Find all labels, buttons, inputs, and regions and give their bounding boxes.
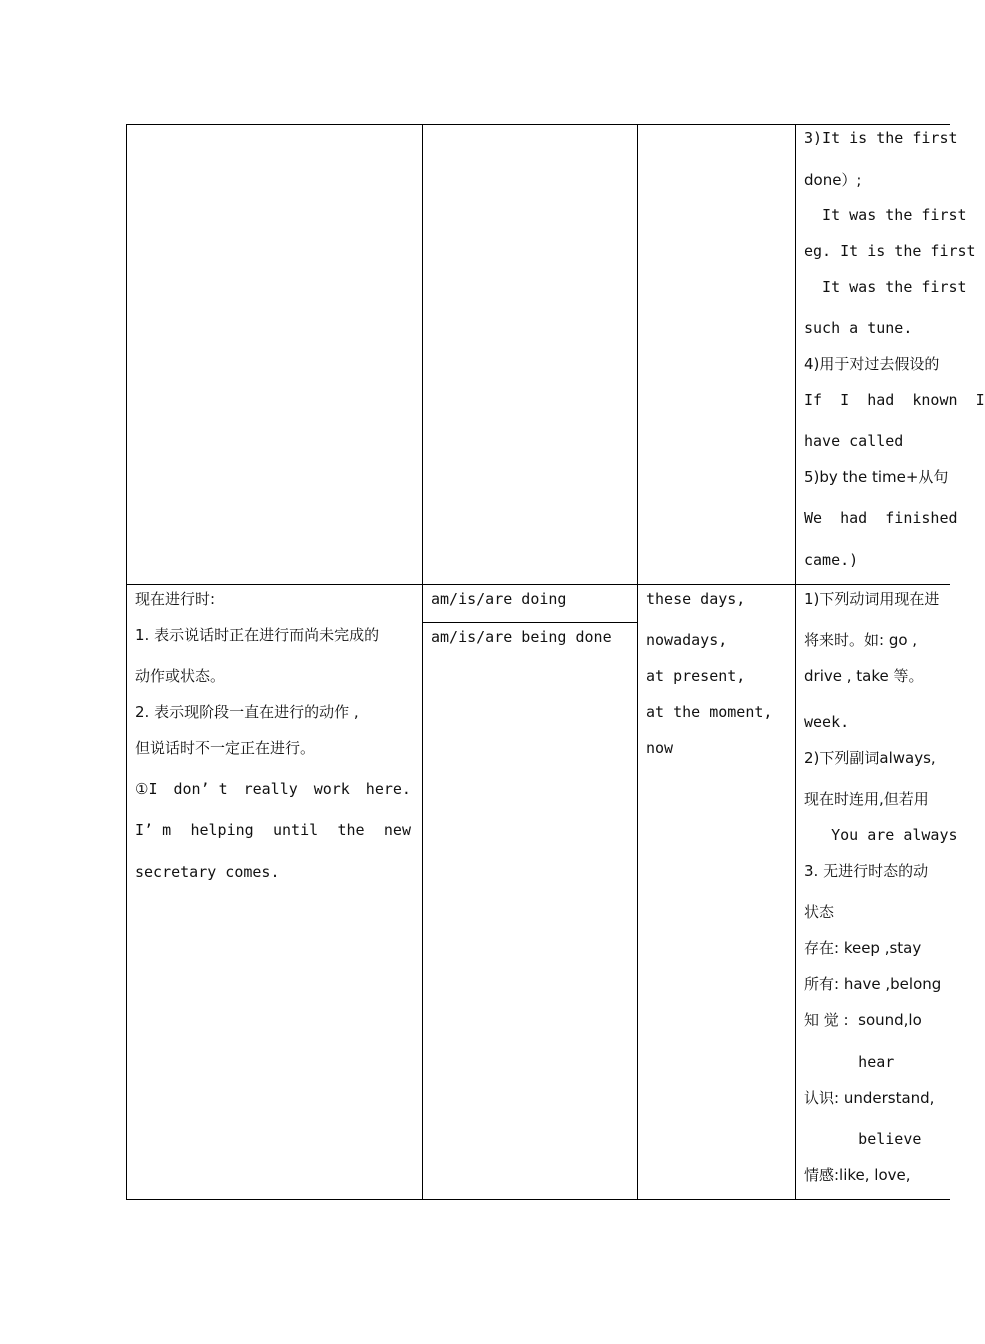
example-word: ①I <box>135 780 158 798</box>
row1-col4-line: came.) <box>804 551 859 569</box>
usage-line: 动作或状态。 <box>135 667 226 685</box>
time-marker: now <box>646 739 674 757</box>
row2-col4-line: 状态 <box>804 903 835 921</box>
row2-col2-passive-cell <box>431 623 636 1199</box>
usage-line: 2. 表示现阶段一直在进行的动作 , <box>135 703 359 721</box>
active-form: am/is/are doing <box>431 590 567 608</box>
row2-col4-line: 将来时。如: go , <box>804 631 918 649</box>
passive-form: am/is/are being done <box>431 628 612 646</box>
usage-line: 1. 表示说话时正在进行而尚未完成的 <box>135 626 380 644</box>
row2-col4-line: 存在: keep ,stay <box>804 939 922 957</box>
table-border-left <box>126 124 127 1200</box>
time-marker: at present, <box>646 667 746 685</box>
example-word: really <box>243 780 298 798</box>
row1-col4-line: 4)用于对过去假设的 <box>804 355 940 373</box>
row2-col1-cell <box>135 585 419 1199</box>
example-word: don’ t <box>173 780 228 798</box>
grammar-table <box>126 124 985 1200</box>
row2-col4-line: week. <box>804 713 850 731</box>
row2-col4-line: 1)下列动词用现在进 <box>804 590 940 608</box>
row2-col4-line: You are always <box>804 826 958 844</box>
example-word: the <box>337 821 365 839</box>
row2-col4-line: 知 觉 : sound,lo <box>804 1011 922 1029</box>
example-word: helping <box>190 821 254 839</box>
row2-col4-line: drive , take 等。 <box>804 667 924 685</box>
row1-col4-line: 5)by the time+从句 <box>804 468 949 486</box>
row2-col4-line: 情感:like, love, <box>804 1166 911 1184</box>
example-word: until <box>273 821 319 839</box>
row2-col4-line: 认识: understand, <box>804 1089 935 1107</box>
example-line <box>135 780 411 798</box>
row1-col4-line: have called <box>804 432 904 450</box>
row1-col4-line: such a tune. <box>804 319 913 337</box>
example-word: I’ m <box>135 821 172 839</box>
row1-col4-line: eg. It is the first <box>804 242 976 260</box>
row2-col4-line: 现在时连用,但若用 <box>804 790 929 808</box>
example-word: here. <box>365 780 411 798</box>
row2-col4-cell <box>804 585 958 1199</box>
col-divider-2 <box>637 124 638 1200</box>
time-marker: nowadays, <box>646 631 728 649</box>
tense-title: 现在进行时: <box>135 590 216 608</box>
time-marker: these days, <box>646 590 746 608</box>
row1-col4-line: It was the first <box>804 206 967 224</box>
example-line <box>135 821 411 839</box>
row2-col4-line: believe <box>804 1130 922 1148</box>
row2-col3-cell <box>646 585 794 1199</box>
row1-col4-line: done）; <box>804 171 862 189</box>
example-word: new <box>383 821 411 839</box>
row2-col4-line: 2)下列副词always, <box>804 749 936 767</box>
time-marker: at the moment, <box>646 703 773 721</box>
row1-col4-line: It was the first <box>804 278 967 296</box>
row2-col2-active-cell <box>431 585 636 621</box>
usage-line: 但说话时不一定正在进行。 <box>135 739 316 757</box>
row1-col4-cell <box>804 124 985 584</box>
example-line: secretary comes. <box>135 863 280 881</box>
row1-col4-line: We had finished <box>804 509 958 527</box>
col-divider-1 <box>422 124 423 1200</box>
col-divider-3 <box>795 124 796 1200</box>
example-word: work <box>313 780 350 798</box>
row2-col4-line: 所有: have ,belong <box>804 975 942 993</box>
table-border-bottom <box>126 1199 950 1200</box>
row1-col4-line: 3)It is the first <box>804 129 958 147</box>
row1-col4-line: If I had known I <box>804 391 985 409</box>
row2-col4-line: hear <box>804 1053 895 1071</box>
row2-col4-line: 3. 无进行时态的动 <box>804 862 929 880</box>
